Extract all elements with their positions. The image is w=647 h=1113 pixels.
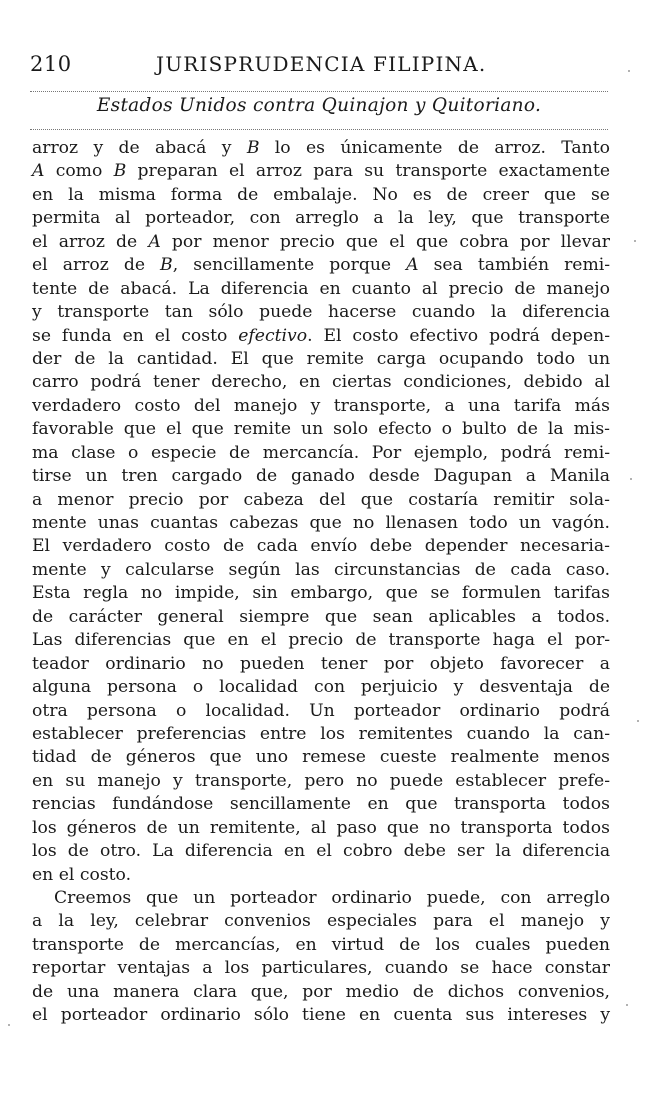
text-line: se funda en el costo efectivo. El costo efectivo podrá depen-	[32, 325, 611, 346]
text-line: verdadero costo del manejo y transporte, a una tarifa más	[32, 395, 610, 416]
text-line: a la ley, celebrar convenios especiales para el manejo y	[32, 911, 610, 932]
text-line: Las diferencias que en el precio de transporte haga el por-	[32, 630, 611, 651]
page-number: 210	[30, 52, 72, 76]
text-line: arroz y de abacá y B lo es únicamente de arroz. Tanto	[32, 138, 610, 158]
text-line: ma clase o especie de mercancía. Por ejemplo, podrá remi-	[32, 442, 611, 463]
text-line: carro podrá tener derecho, en ciertas condiciones, debido al	[32, 372, 611, 393]
scan-speck	[628, 70, 630, 72]
text-line: y transporte tan sólo puede hacerse cuando la diferencia	[32, 302, 610, 323]
scan-speck	[637, 720, 639, 722]
scan-speck	[8, 1024, 10, 1026]
text-line: teador ordinario no pueden tener por objeto favorecer a	[32, 653, 610, 674]
text-line: A como B preparan el arroz para su transporte exactamente	[32, 161, 611, 182]
text-line: mente unas cuantas cabezas que no llenasen todo un vagón.	[32, 513, 610, 533]
text-line: los de otro. La diferencia en el cobro debe ser la diferencia	[32, 841, 611, 862]
page-header	[30, 52, 608, 86]
body-text	[32, 137, 610, 1028]
text-line: tirse un tren cargado de ganado desde Dagupan a Manila	[32, 466, 610, 487]
text-line: de una manera clara que, por medio de dichos convenios,	[32, 981, 611, 1002]
text-line: el arroz de B, sencillamente porque A sea también remi-	[32, 255, 611, 276]
text-line: alguna persona o localidad con perjuicio y desventaja de	[32, 677, 610, 698]
text-line: tente de abacá. La diferencia en cuanto al precio de manejo	[32, 278, 610, 299]
text-line: el arroz de A por menor precio que el que cobra por llevar	[32, 231, 610, 252]
case-title: Estados Unidos contra Quinajon y Quitoriano.	[96, 95, 542, 116]
text-line: transporte de mercancías, en virtud de los cuales pueden	[32, 934, 610, 955]
scan-speck	[634, 240, 636, 242]
text-line: der de la cantidad. El que remite carga ocupando todo un	[32, 348, 611, 369]
paragraph-end-line: en el costo.	[32, 864, 132, 885]
paragraph-start-line: Creemos que un porteador ordinario puede, con arreglo	[54, 888, 611, 908]
text-line: los géneros de un remitente, al paso que no transporta todos	[32, 817, 610, 838]
scan-speck	[626, 1004, 628, 1006]
header-rule-bottom	[30, 129, 608, 130]
text-line: reportar ventajas a los particulares, cuando se hace constar	[32, 958, 610, 979]
text-line: rencias fundándose sencillamente en que transporta todos	[32, 794, 610, 815]
text-line: el porteador ordinario sólo tiene en cuenta sus intereses y	[32, 1005, 611, 1026]
text-line: El verdadero costo de cada envío debe depender necesaria-	[32, 536, 610, 557]
text-line: a menor precio por cabeza del que costaría remitir sola-	[32, 489, 610, 510]
text-line: en la misma forma de embalaje. No es de creer que se	[32, 184, 610, 205]
text-line: favorable que el que remite un solo efecto o bulto de la mis-	[32, 419, 610, 440]
text-line: de carácter general siempre que sean aplicables a todos.	[32, 606, 611, 627]
running-title: JURISPRUDENCIA FILIPINA.	[156, 52, 487, 76]
scan-speck	[630, 478, 632, 480]
text-line: en su manejo y transporte, pero no puede establecer prefe-	[32, 770, 610, 791]
text-line: establecer preferencias entre los remitentes cuando la can-	[32, 723, 611, 744]
text-line: tidad de géneros que uno remese cueste realmente menos	[32, 747, 611, 768]
text-line: mente y calcularse según las circunstancias de cada caso.	[32, 559, 611, 580]
text-line: otra persona o localidad. Un porteador ordinario podrá	[32, 700, 611, 721]
text-line: permita al porteador, con arreglo a la ley, que transporte	[32, 208, 610, 229]
header-rule-top	[30, 91, 608, 92]
text-line: Esta regla no impide, sin embargo, que se formulen tarifas	[32, 583, 610, 604]
